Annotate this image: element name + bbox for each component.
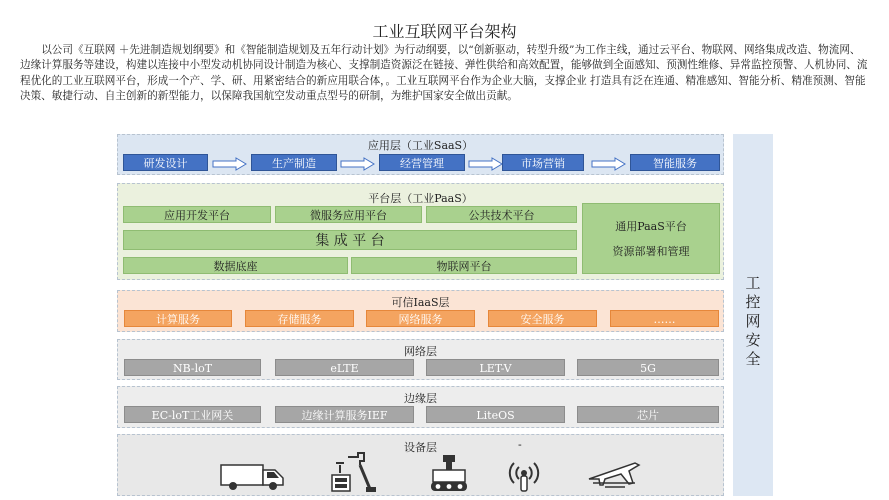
app-dev-platform[interactable]: 应用开发平台: [123, 206, 271, 223]
storage-service[interactable]: 存储服务: [245, 310, 354, 327]
resource-deploy-label: 资源部署和管理: [612, 245, 690, 258]
application-layer-title: 应用层（工业SaaS）: [367, 139, 474, 152]
app-item-production[interactable]: 生产制造: [251, 154, 337, 171]
van-icon: [217, 459, 289, 493]
intro-paragraph: 以公司《互联网 ＋先进制造规划纲要》和《智能制造规划及五年行动计划》为行动纲要，以“创新驱动，转型升级”为工作主线，通过云平台、物联网、网络集成改造、物流网、边缘计算服务等建设，构建以连接中小型发动机协同设计制造为核心、支撑制造资源泛在链接、弹性供给和高效配置，能够做到全面感知、预测性维修、异常监控预警、人机协同、流程优化的工业互联网平台，形成一个产、学、研、用紧密结合的新应用联合体，。工业互联网平台作为企业大脑，支撑企业 打造具有泛在连通、精准感知、智能分析、精准预测、智能决策、敏捷行动、自主创新的新型能力，以保障我国航空发动重点型号的研制，为维护国家安全做出贡献。: [20, 44, 868, 103]
arrow-right-icon: [468, 157, 504, 171]
network-nbiot[interactable]: NB-loT: [124, 359, 261, 376]
app-item-marketing[interactable]: 市场营销: [502, 154, 584, 171]
network-let-v[interactable]: LET-V: [426, 359, 565, 376]
iaas-layer: [117, 290, 724, 332]
integration-platform[interactable]: 集 成 平 台: [123, 230, 577, 250]
app-item-management[interactable]: 经营管理: [379, 154, 465, 171]
app-item-smart-service[interactable]: 智能服务: [630, 154, 720, 171]
edge-layer: [117, 386, 724, 428]
microservice-platform[interactable]: 微服务应用平台: [275, 206, 422, 223]
ics-security-column: [733, 134, 773, 496]
agv-robot-icon: [429, 453, 469, 495]
network-service[interactable]: 网络服务: [366, 310, 475, 327]
wireless-sensor-icon: [502, 455, 546, 495]
network-layer-title: 网络层: [404, 345, 437, 358]
ics-security-label: [733, 274, 773, 369]
network-layer: [117, 339, 724, 380]
arrow-right-icon: [212, 157, 248, 171]
airplane-icon: [585, 457, 641, 491]
platform-layer: [117, 183, 724, 280]
network-elte[interactable]: eLTE: [275, 359, 414, 376]
device-layer-title: 设备层: [404, 441, 437, 454]
general-paas-label: 通用PaaS平台: [615, 220, 687, 233]
common-tech-platform[interactable]: 公共技术平台: [426, 206, 577, 223]
platform-layer-title: 平台层（工业PaaS）: [368, 192, 473, 205]
iaas-layer-title: 可信IaaS层: [391, 296, 450, 309]
edge-chip[interactable]: 芯片: [577, 406, 719, 423]
edge-layer-title: 边缘层: [404, 392, 437, 405]
device-layer: [117, 434, 724, 496]
robot-arm-icon: [326, 451, 382, 495]
device-dash: -: [518, 438, 522, 451]
ics-security-text: 工控网安全: [745, 274, 761, 368]
iot-platform[interactable]: 物联网平台: [351, 257, 577, 274]
compute-service[interactable]: 计算服务: [124, 310, 232, 327]
edge-computing-ief[interactable]: 边缘计算服务IEF: [275, 406, 414, 423]
edge-iot-gateway[interactable]: EC-loT工业网关: [124, 406, 261, 423]
security-service[interactable]: 安全服务: [488, 310, 597, 327]
edge-liteos[interactable]: LiteOS: [426, 406, 565, 423]
app-item-rd-design[interactable]: 研发设计: [123, 154, 208, 171]
data-foundation[interactable]: 数据底座: [123, 257, 348, 274]
arrow-right-icon: [591, 157, 627, 171]
general-paas-platform[interactable]: [582, 203, 720, 274]
page-title: 工业互联网平台架构: [372, 22, 517, 41]
more-services[interactable]: ……: [610, 310, 719, 327]
network-5g[interactable]: 5G: [577, 359, 719, 376]
arrow-right-icon: [340, 157, 376, 171]
application-layer: [117, 134, 724, 175]
